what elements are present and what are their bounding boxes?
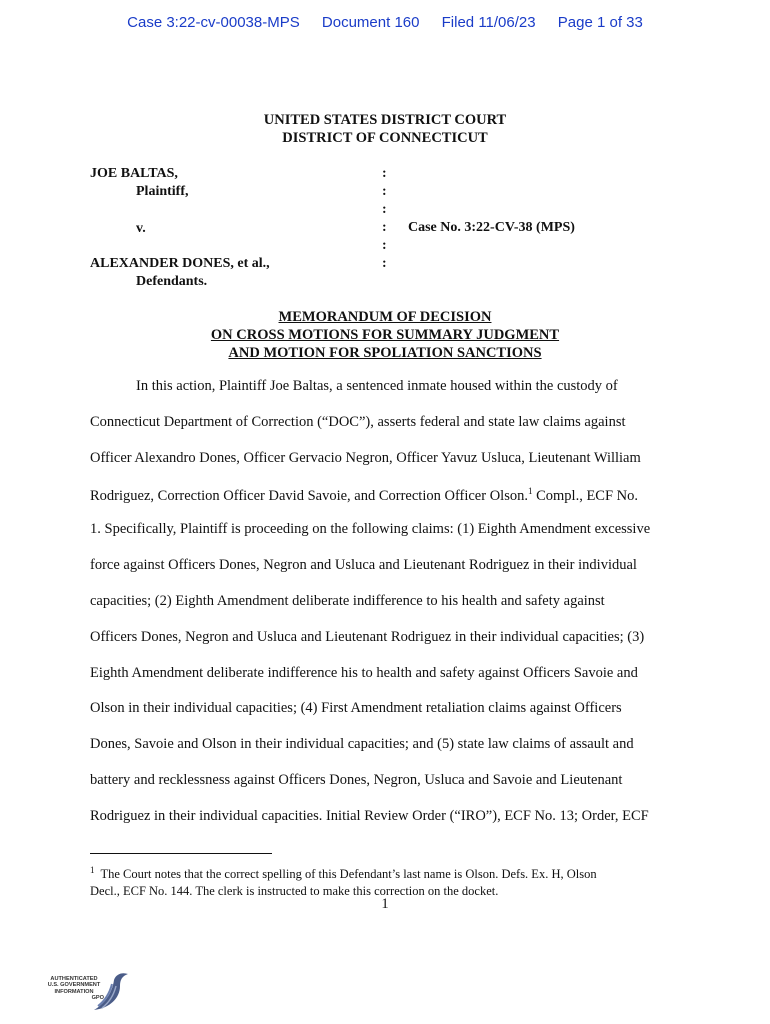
caption-colon: :	[382, 202, 387, 217]
plaintiff-role: Plaintiff,	[136, 184, 189, 199]
body-line: Dones, Savoie and Olson in their individual capacities; and (5) state law claims of assault and	[90, 736, 634, 752]
body-text-span: Compl., ECF No.	[532, 487, 639, 504]
body-line: Olson in their individual capacities; (4) First Amendment retaliation claims against Officers	[90, 700, 622, 716]
case-number-caption: Case No. 3:22-CV-38 (MPS)	[408, 220, 575, 235]
case-number: Case 3:22-cv-00038-MPS	[127, 14, 300, 31]
body-line	[90, 486, 638, 505]
gpo-text-line: U.S. GOVERNMENT	[47, 982, 101, 989]
page-number: 1	[381, 896, 389, 912]
footnote-reference[interactable]: 1	[527, 486, 533, 496]
body-line: Rodriguez in their individual capacities. Initial Review Order (“IRO”), ECF No. 13; Order, ECF	[90, 808, 649, 824]
document-number: Document 160	[321, 14, 420, 31]
versus: v.	[136, 221, 146, 236]
footnote-marker: 1	[90, 865, 95, 875]
body-line: Eighth Amendment deliberate indifference his to health and safety against Officers Savoie and	[90, 665, 638, 681]
footnote-text: The Court notes that the correct spelling of this Defendant’s last name is Olson. Defs. Ex. H, Olson	[100, 867, 597, 882]
plaintiff-name: JOE BALTAS,	[90, 166, 178, 181]
court-district: DISTRICT OF CONNECTICUT	[282, 130, 488, 146]
body-line: force against Officers Dones, Negron and Usluca and Lieutenant Rodriguez in their individual	[90, 557, 637, 573]
title-line: MEMORANDUM OF DECISION	[278, 309, 492, 325]
court-heading	[0, 111, 770, 147]
body-line: capacities; (2) Eighth Amendment deliberate indifference to his health and safety against	[90, 593, 605, 609]
gpo-text-line: GPO	[91, 995, 104, 1002]
body-line: 1. Specifically, Plaintiff is proceeding on the following claims: (1) Eighth Amendment excessive	[90, 521, 651, 537]
gpo-authentication-seal	[42, 970, 142, 1014]
court-name: UNITED STATES DISTRICT COURT	[263, 112, 507, 128]
body-line: battery and recklessness against Officers Dones, Negron, Usluca and Savoie and Lieutenant	[90, 772, 623, 788]
title-line: AND MOTION FOR SPOLIATION SANCTIONS	[228, 345, 542, 361]
footnote	[90, 862, 597, 900]
memorandum-title	[0, 308, 770, 362]
body-line: Connecticut Department of Correction (“DOC”), asserts federal and state law claims against	[90, 414, 626, 430]
caption-colon: :	[382, 166, 387, 181]
caption-colon: :	[382, 184, 387, 199]
document-header	[0, 14, 770, 31]
filed-date: Filed 11/06/23	[441, 14, 536, 31]
body-text-span: Rodriguez, Correction Officer David Savoie, and Correction Officer Olson.	[90, 487, 528, 504]
caption-colon: :	[382, 220, 387, 235]
title-line: ON CROSS MOTIONS FOR SUMMARY JUDGMENT	[210, 327, 560, 343]
defendant-name: ALEXANDER DONES, et al.,	[90, 256, 270, 271]
gpo-text-line: INFORMATION	[54, 988, 94, 995]
caption-colon: :	[382, 256, 387, 271]
body-line: Officers Dones, Negron and Usluca and Lieutenant Rodriguez in their individual capacities; (3)	[90, 629, 645, 645]
caption-colon: :	[382, 238, 387, 253]
eagle-icon	[76, 970, 132, 1014]
gpo-text-line: AUTHENTICATED	[50, 976, 98, 982]
page-count: Page 1 of 33	[557, 14, 643, 31]
footnote-divider	[90, 853, 272, 854]
footnote-line: Decl., ECF No. 144. The clerk is instructed to make this correction on the docket.	[90, 884, 499, 899]
body-line: In this action, Plaintiff Joe Baltas, a sentenced inmate housed within the custody of	[136, 378, 618, 394]
footnote-line	[90, 862, 597, 883]
body-line: Officer Alexandro Dones, Officer Gervacio Negron, Officer Yavuz Usluca, Lieutenant William	[90, 450, 641, 466]
defendant-role: Defendants.	[136, 274, 208, 289]
